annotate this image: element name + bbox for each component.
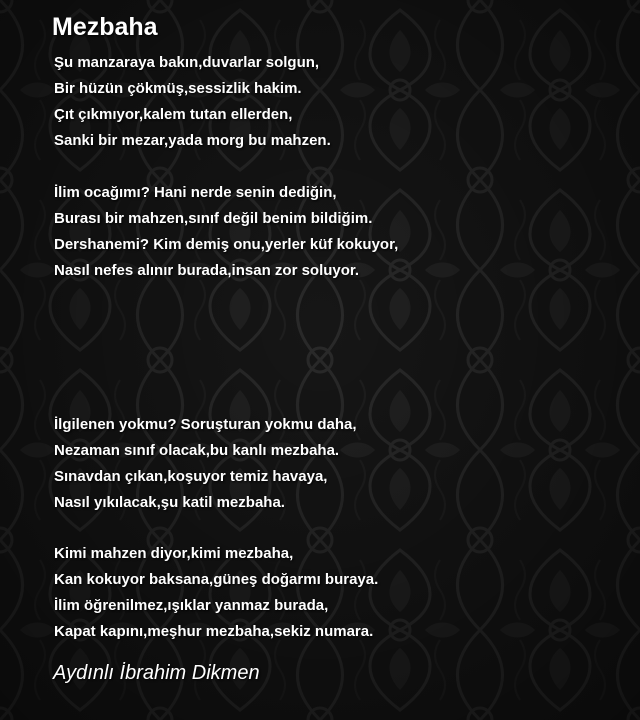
poem-title: Mezbaha xyxy=(52,13,158,41)
stanza-2 xyxy=(54,180,398,284)
stanza-3 xyxy=(54,412,357,516)
poem-line: Sınavdan çıkan,koşuyor temiz havaya, xyxy=(54,468,328,485)
poem-line: Nezaman sınıf olacak,bu kanlı mezbaha. xyxy=(54,442,340,459)
poem-line: Dershanemi? Kim demiş onu,yerler küf kokuyor, xyxy=(54,236,399,253)
stanza-4 xyxy=(54,541,378,645)
poem-line: Kimi mahzen diyor,kimi mezbaha, xyxy=(54,545,294,562)
poem-line: Nasıl nefes alınır burada,insan zor soluyor. xyxy=(54,262,360,279)
poem-line: Burası bir mahzen,sınıf değil benim bildiğim. xyxy=(54,210,373,227)
poem-line: İlim ocağımı? Hani nerde senin dediğin, xyxy=(54,184,337,201)
poem-line: Çıt çıkmıyor,kalem tutan ellerden, xyxy=(54,106,293,123)
poem-line: Bir hüzün çökmüş,sessizlik hakim. xyxy=(54,80,302,97)
poem-line: İlgilenen yokmu? Soruşturan yokmu daha, xyxy=(54,416,357,433)
poem-line: Sanki bir mezar,yada morg bu mahzen. xyxy=(54,132,331,149)
poem-line: İlim öğrenilmez,ışıklar yanmaz burada, xyxy=(54,597,329,614)
poem-author[interactable]: Aydınlı İbrahim Dikmen xyxy=(53,662,260,684)
poem-line: Kapat kapını,meşhur mezbaha,sekiz numara. xyxy=(54,623,374,640)
poem-line: Şu manzaraya bakın,duvarlar solgun, xyxy=(54,54,320,71)
poem-line: Nasıl yıkılacak,şu katil mezbaha. xyxy=(54,494,285,511)
stanza-1 xyxy=(54,50,331,154)
poem-line: Kan kokuyor baksana,güneş doğarmı buraya. xyxy=(54,571,379,588)
